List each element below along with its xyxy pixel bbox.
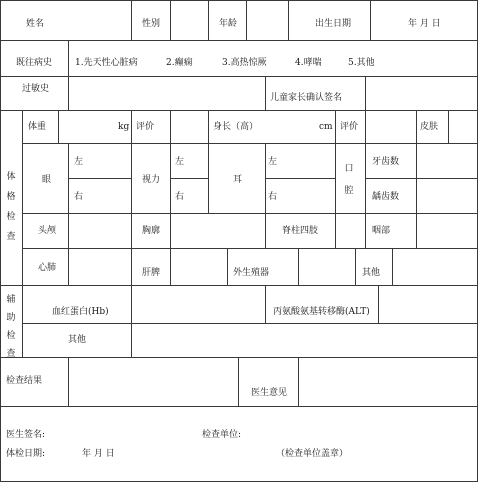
col-line — [265, 143, 266, 213]
col-line — [131, 0, 132, 40]
label-hb: 血红蛋白(Hb) — [52, 307, 109, 317]
row-line — [365, 178, 478, 179]
label-age: 年龄 — [219, 19, 238, 29]
col-line — [22, 110, 23, 357]
row-line — [170, 178, 208, 179]
eye-left: 左 — [74, 157, 84, 167]
col-line — [208, 143, 209, 213]
col-line — [265, 285, 266, 323]
label-doctor-opinion: 医生意见 — [251, 388, 288, 398]
label-other-1: 其他 — [362, 268, 381, 278]
col-line — [131, 248, 132, 285]
label-ear: 耳 — [233, 175, 243, 185]
label-doctor-sign: 医生签名: — [6, 430, 46, 440]
col-line — [265, 76, 266, 110]
label-height: 身长（高） — [213, 122, 259, 132]
row-line — [0, 110, 478, 111]
label-parent-sign: 儿童家长确认签名 — [270, 93, 343, 103]
eye-right: 右 — [74, 192, 84, 202]
col-line — [335, 110, 336, 143]
col-line — [131, 110, 132, 143]
label-alt: 丙氨酸氨基转移酶(ALT) — [273, 307, 370, 317]
col-line — [370, 0, 371, 40]
col-line — [131, 143, 132, 213]
history-option-4: 4.哮喘 — [295, 58, 322, 68]
col-line — [208, 0, 209, 40]
label-chest: 胸廓 — [142, 226, 161, 236]
label-exam-unit: 检查单位: — [202, 430, 242, 440]
label-unit-stamp: （检查单位盖章） — [276, 449, 349, 459]
label-eye: 眼 — [42, 175, 52, 185]
label-exam-date: 体检日期: — [6, 449, 46, 459]
col-line — [238, 357, 239, 406]
row-line — [22, 143, 478, 144]
label-liver-spleen: 肝脾 — [142, 268, 161, 278]
col-line — [68, 40, 69, 76]
unit-cm: cm — [319, 122, 333, 132]
label-throat: 咽部 — [372, 226, 391, 236]
col-line — [265, 213, 266, 248]
label-teeth-count: 牙齿数 — [372, 157, 400, 167]
label-exam-result: 检查结果 — [6, 376, 43, 386]
label-vision: 视力 — [142, 175, 161, 185]
label-eval-2: 评价 — [340, 122, 359, 132]
col-line — [170, 0, 171, 40]
label-history: 既往病史 — [16, 58, 53, 68]
col-line — [68, 76, 69, 110]
label-heart-lung: 心肺 — [38, 263, 57, 273]
col-line — [335, 213, 336, 248]
col-line — [170, 213, 171, 248]
row-line — [0, 76, 478, 77]
col-line — [68, 143, 69, 248]
exam-date-format: 年 月 日 — [82, 449, 115, 459]
col-line — [170, 248, 171, 285]
col-line — [131, 285, 132, 323]
col-line — [170, 143, 171, 213]
row-line — [0, 406, 478, 407]
row-line — [0, 357, 478, 358]
vision-right: 右 — [175, 192, 185, 202]
label-head: 头颅 — [38, 226, 57, 236]
col-line — [365, 76, 366, 110]
dob-date-format: 年 月 日 — [408, 19, 441, 29]
label-aux-exam: 辅助检查 — [6, 295, 16, 359]
col-line — [170, 110, 171, 143]
col-line — [131, 213, 132, 248]
col-line — [365, 213, 366, 248]
col-line — [208, 110, 209, 143]
col-line — [365, 143, 366, 213]
label-mouth: 口腔 — [344, 164, 354, 196]
col-line — [68, 248, 69, 285]
col-line — [288, 0, 289, 40]
col-line — [378, 285, 379, 323]
col-line — [448, 110, 449, 143]
unit-kg: kg — [118, 122, 130, 132]
col-line — [58, 110, 59, 143]
col-line — [355, 248, 356, 285]
col-line — [298, 248, 299, 285]
label-weight: 体重 — [28, 122, 47, 132]
label-skin: 皮肤 — [420, 122, 439, 132]
row-line — [0, 40, 478, 41]
row-line — [68, 178, 131, 179]
row-line — [22, 323, 478, 324]
history-option-3: 3.高热惊厥 — [222, 58, 267, 68]
history-option-5: 5.其他 — [348, 58, 375, 68]
col-line — [298, 357, 299, 406]
col-line — [335, 143, 336, 213]
ear-left: 左 — [268, 157, 278, 167]
label-genitals: 外生殖器 — [233, 268, 270, 278]
label-spine-limbs: 脊柱四肢 — [282, 226, 319, 236]
label-allergy: 过敏史 — [22, 84, 50, 94]
col-line — [131, 323, 132, 357]
label-physical-exam: 体格检查 — [6, 172, 16, 242]
row-line — [0, 285, 478, 286]
col-line — [227, 248, 228, 285]
label-eval-1: 评价 — [136, 122, 155, 132]
col-line — [416, 110, 417, 143]
row-line — [22, 213, 478, 214]
row-line — [22, 248, 478, 249]
row-line — [265, 178, 335, 179]
col-line — [68, 357, 69, 406]
ear-right: 右 — [268, 192, 278, 202]
label-name: 姓名 — [26, 19, 45, 29]
label-sex: 性别 — [142, 19, 161, 29]
col-line — [246, 0, 247, 40]
label-dob: 出生日期 — [315, 19, 352, 29]
history-option-1: 1.先天性心脏病 — [75, 58, 138, 68]
col-line — [365, 110, 366, 143]
label-caries-count: 龋齿数 — [372, 192, 400, 202]
col-line — [416, 143, 417, 213]
label-other-2: 其他 — [68, 335, 87, 345]
vision-left: 左 — [175, 157, 185, 167]
col-line — [392, 248, 393, 285]
col-line — [416, 213, 417, 248]
history-option-2: 2.癫痫 — [166, 58, 193, 68]
